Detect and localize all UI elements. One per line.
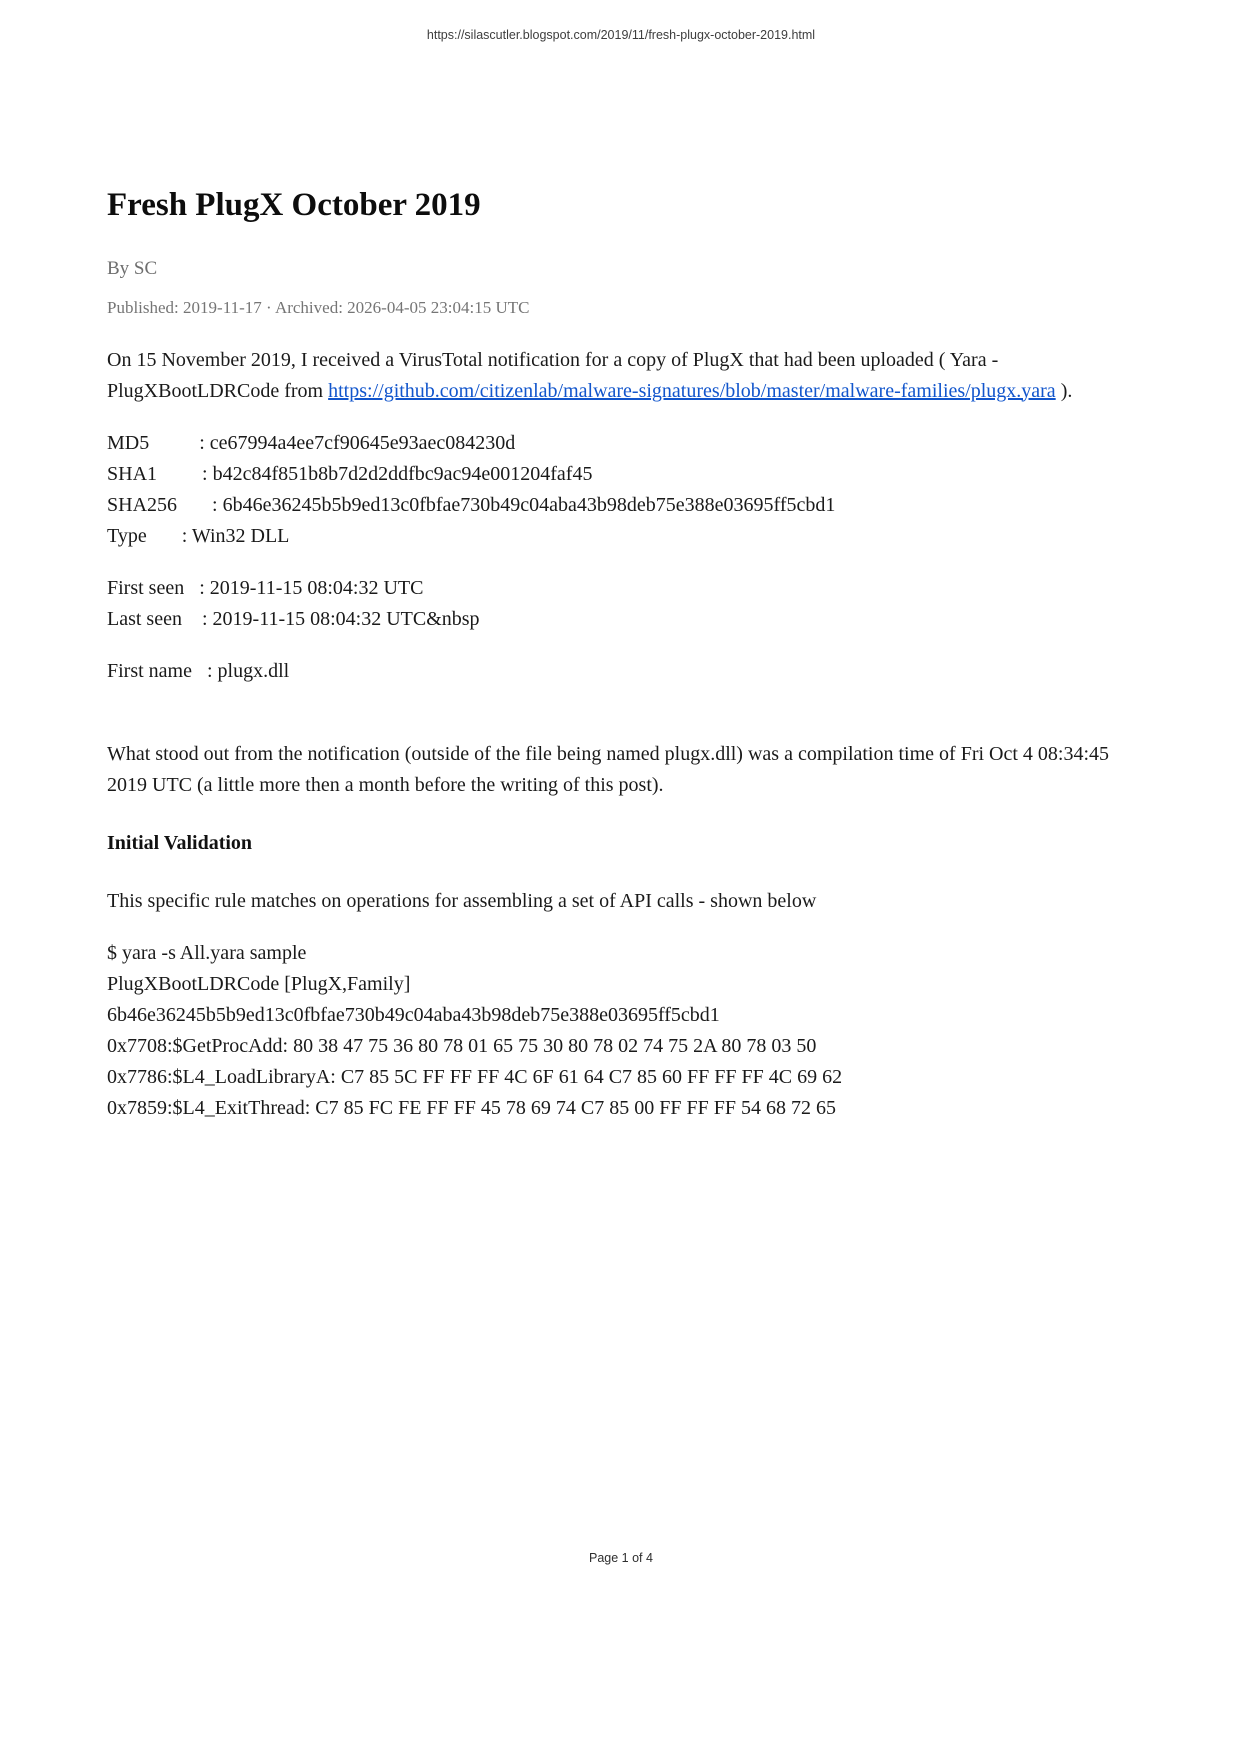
yara-output-hash-line: 6b46e36245b5b9ed13c0fbfae730b49c04aba43b98deb75e388e03695ff5cbd1 [107,1003,720,1026]
yara-output-command-line: $ yara -s All.yara sample [107,941,307,964]
section-heading-initial-validation: Initial Validation [107,831,253,854]
intro-paragraph [107,345,1135,407]
seen-dates-block [107,573,1135,635]
first-seen-line: First seen : 2019-11-15 08:04:32 UTC [107,576,424,599]
first-name-line: First name : plugx.dll [107,659,290,682]
rule-description-paragraph: This specific rule matches on operations for assembling a set of API calls - shown below [107,889,817,912]
yara-output-block [107,938,1135,1124]
yara-output-match-line-3: 0x7859:$L4_ExitThread: C7 85 FC FE FF FF 45 78 69 74 C7 85 00 FF FF FF 54 68 72 65 [107,1096,837,1119]
intro-text-before-link: On 15 November 2019, I received a VirusTotal notification for a copy of PlugX that had been uploaded ( Yara - PlugXBootLDRCode from [107,348,999,402]
page-title: Fresh PlugX October 2019 [107,187,481,223]
byline: By SC [107,257,158,279]
last-seen-line: Last seen : 2019-11-15 08:04:32 UTC&nbsp [107,607,480,630]
yara-rule-link[interactable]: https://github.com/citizenlab/malware-signatures/blob/master/malware-families/plugx.yara [328,379,1056,402]
file-type-line: Type : Win32 DLL [107,524,290,547]
yara-output-match-line-1: 0x7708:$GetProcAdd: 80 38 47 75 36 80 78 01 65 75 30 80 78 02 74 75 2A 80 78 03 50 [107,1034,817,1057]
header-url: https://silascutler.blogspot.com/2019/11/fresh-plugx-october-2019.html [426,28,816,42]
first-name-block [107,656,1135,687]
compilation-paragraph: What stood out from the notification (outside of the file being named plugx.dll) was a compilation time of Fri Oct 4 08:34:45 2019 UTC (a little more then a month before the writing of this post). [107,742,1110,796]
hash-line-sha256: SHA256 : 6b46e36245b5b9ed13c0fbfae730b49c04aba43b98deb75e388e03695ff5cbd1 [107,493,836,516]
intro-text-after-link: ). [1055,379,1073,402]
hash-line-md5: MD5 : ce67994a4ee7cf90645e93aec084230d [107,431,516,454]
yara-output-match-line-2: 0x7786:$L4_LoadLibraryA: C7 85 5C FF FF FF 4C 6F 61 64 C7 85 60 FF FF FF 4C 69 62 [107,1065,843,1088]
hash-line-sha1: SHA1 : b42c84f851b8b7d2d2ddfbc9ac94e001204faf45 [107,462,593,485]
published-archived-meta: Published: 2019-11-17 · Archived: 2026-04-05 23:04:15 UTC [107,297,530,317]
file-hash-block [107,428,1135,552]
yara-output-rule-line: PlugXBootLDRCode [PlugX,Family] [107,972,411,995]
article-content [107,0,1135,1124]
page-footer: Page 1 of 4 [589,1551,653,1565]
